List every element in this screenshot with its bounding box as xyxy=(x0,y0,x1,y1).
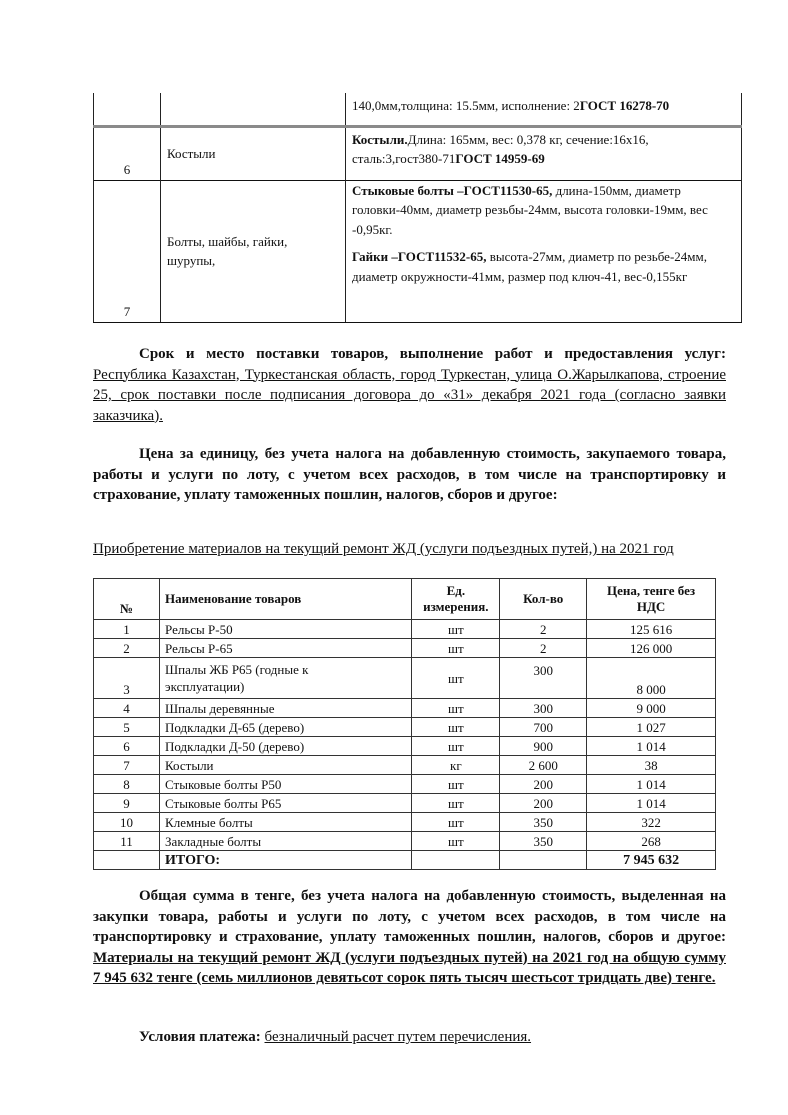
row-number: 7 xyxy=(94,756,160,775)
desc-title: Костыли. xyxy=(352,131,408,147)
delivery-value: Республика Казахстан, Туркестанская область, город Туркестан, улица О.Жарылкапова, строение 25, срок поставки после подписания договора до «31» декабря 2021 года (согласно заявки заказчика). xyxy=(93,366,726,424)
row-qty: 200 xyxy=(500,794,587,813)
header-unit-text: Ед. измерения. xyxy=(423,583,489,614)
row-price: 322 xyxy=(587,813,716,832)
table-row xyxy=(94,813,716,832)
desc-title: Стыковые болты –ГОСТ11530-65, xyxy=(352,182,553,198)
row-price: 1 027 xyxy=(587,718,716,737)
payment-label: Условия платежа: xyxy=(139,1029,261,1045)
row-qty: 700 xyxy=(500,718,587,737)
row-number: 3 xyxy=(94,658,160,699)
spec-row xyxy=(94,180,742,322)
row-unit: шт xyxy=(412,699,500,718)
row-price: 1 014 xyxy=(587,775,716,794)
spec-row-description xyxy=(346,126,742,180)
row-number: 4 xyxy=(94,699,160,718)
row-unit: шт xyxy=(412,775,500,794)
caption-text: Приобретение материалов на текущий ремонт ЖД (услуги подъездных путей,) на 2021 год xyxy=(93,541,674,557)
table-row xyxy=(94,639,716,658)
row-number: 8 xyxy=(94,775,160,794)
row-qty: 350 xyxy=(500,813,587,832)
row-qty: 2 xyxy=(500,620,587,639)
row-qty: 300 xyxy=(500,699,587,718)
table-row xyxy=(94,737,716,756)
row-unit: шт xyxy=(412,813,500,832)
spec-name-text: Болты, шайбы, гайки, шурупы, xyxy=(167,234,288,268)
row-number: 11 xyxy=(94,832,160,851)
spec-row-number xyxy=(94,93,161,126)
row-name: Клемные болты xyxy=(160,813,412,832)
delivery-label: Срок и место поставки товаров, выполнение работ и предоставления услуг: xyxy=(139,346,726,362)
payment-paragraph xyxy=(93,1027,726,1048)
header-number: № xyxy=(94,579,160,620)
table-row xyxy=(94,775,716,794)
spec-row-number: 7 xyxy=(94,180,161,322)
unit-price-paragraph xyxy=(93,444,726,506)
total-sum-value: Материалы на текущий ремонт ЖД (услуги подъездных путей) на 2021 год на общую сумму 7 945 632 тенге (семь миллионов девятьсот сорок пять тысяч шестьсот тридцать две) тенге. xyxy=(93,949,726,986)
payment-value: безналичный расчет путем перечисления. xyxy=(264,1029,532,1045)
spec-row xyxy=(94,93,742,126)
row-price: 125 616 xyxy=(587,620,716,639)
price-table-header xyxy=(94,579,716,620)
row-name: Подкладки Д-50 (дерево) xyxy=(160,737,412,756)
row-qty: 2 xyxy=(500,639,587,658)
table-row xyxy=(94,699,716,718)
total-sum-paragraph xyxy=(93,886,726,989)
row-number: 10 xyxy=(94,813,160,832)
row-unit: шт xyxy=(412,794,500,813)
spec-row-number: 6 xyxy=(94,126,161,180)
spec-row xyxy=(94,126,742,180)
desc-paragraph xyxy=(352,247,727,286)
row-number: 1 xyxy=(94,620,160,639)
row-number: 2 xyxy=(94,639,160,658)
header-unit xyxy=(412,579,500,620)
row-price: 1 014 xyxy=(587,794,716,813)
row-price: 9 000 xyxy=(587,699,716,718)
desc-gost: ГОСТ 14959-69 xyxy=(455,151,545,166)
desc-gost: ГОСТ 16278-70 xyxy=(579,98,670,113)
row-number: 9 xyxy=(94,794,160,813)
price-table-caption xyxy=(93,540,726,559)
header-price-text: Цена, тенге без НДС xyxy=(607,583,696,614)
row-name-text: Шпалы ЖБ Р65 (годные к эксплуатации) xyxy=(165,662,309,694)
desc-paragraph xyxy=(352,181,727,240)
total-unit-cell xyxy=(412,851,500,870)
row-name: Костыли xyxy=(160,756,412,775)
row-unit: шт xyxy=(412,737,500,756)
row-qty: 200 xyxy=(500,775,587,794)
spec-table xyxy=(93,93,742,323)
table-row xyxy=(94,718,716,737)
row-price: 126 000 xyxy=(587,639,716,658)
desc-text: Длина: 165мм, вес: 0,378 кг, сечение:16х16, сталь:3,гост380-71 xyxy=(352,131,649,166)
desc-text: длина-150мм, диаметр головки-40мм, диаметр резьбы-24мм, высота головки-19мм, вес -0,95кг. xyxy=(352,182,708,237)
row-unit: шт xyxy=(412,832,500,851)
delivery-paragraph xyxy=(93,344,726,426)
row-unit: шт xyxy=(412,658,500,699)
spec-row-description xyxy=(346,180,742,322)
spec-row-name xyxy=(161,126,346,180)
row-unit: кг xyxy=(412,756,500,775)
total-sum-label: Общая сумма в тенге, без учета налога на добавленную стоимость, выделенная на закупки товара, работы и услуги по лоту, с учетом всех расходов, в том числе на транспортировку и страхование, уплату таможенных пошлин, налогов, сборов и другое: xyxy=(93,888,726,945)
row-name: Стыковые болты Р50 xyxy=(160,775,412,794)
row-unit: шт xyxy=(412,639,500,658)
row-price: 268 xyxy=(587,832,716,851)
spec-row-description xyxy=(346,93,742,126)
unit-price-label: Цена за единицу, без учета налога на добавленную стоимость, закупаемого товара, работы и услуги по лоту, с учетом всех расходов, в том числе на транспортировку и страхование, уплату таможенных пошлин, налогов, сборов и другое: xyxy=(93,446,726,503)
row-number: 5 xyxy=(94,718,160,737)
header-qty: Кол-во xyxy=(500,579,587,620)
row-unit: шт xyxy=(412,718,500,737)
desc-text: 140,0мм,толщина: 15.5мм, исполнение: 2 xyxy=(352,98,580,113)
row-name: Подкладки Д-65 (дерево) xyxy=(160,718,412,737)
total-number-cell xyxy=(94,851,160,870)
row-qty: 2 600 xyxy=(500,756,587,775)
row-name: Стыковые болты Р65 xyxy=(160,794,412,813)
row-qty: 300 xyxy=(500,658,587,699)
table-row xyxy=(94,832,716,851)
total-row xyxy=(94,851,716,870)
header-name: Наименование товаров xyxy=(160,579,412,620)
desc-title: Гайки –ГОСТ11532-65, xyxy=(352,249,487,264)
table-row xyxy=(94,756,716,775)
spec-row-name xyxy=(161,93,346,126)
spec-name-text: Костыли xyxy=(167,145,216,161)
table-row xyxy=(94,794,716,813)
row-name: Рельсы Р-50 xyxy=(160,620,412,639)
row-name: Рельсы Р-65 xyxy=(160,639,412,658)
row-qty: 350 xyxy=(500,832,587,851)
header-price xyxy=(587,579,716,620)
row-name: Шпалы деревянные xyxy=(160,699,412,718)
price-table xyxy=(93,578,716,870)
row-price: 38 xyxy=(587,756,716,775)
total-value: 7 945 632 xyxy=(587,851,716,870)
total-qty-cell xyxy=(500,851,587,870)
total-label: ИТОГО: xyxy=(160,851,412,870)
table-row xyxy=(94,620,716,639)
row-name xyxy=(160,658,412,699)
row-qty: 900 xyxy=(500,737,587,756)
row-name: Закладные болты xyxy=(160,832,412,851)
desc-text: высота-27мм, диаметр по резьбе-24мм, диаметр окружности-41мм, размер под ключ-41, вес-0,155кг xyxy=(352,249,707,284)
row-number: 6 xyxy=(94,737,160,756)
table-row xyxy=(94,658,716,699)
row-price: 8 000 xyxy=(587,658,716,699)
spec-row-name xyxy=(161,180,346,322)
row-unit: шт xyxy=(412,620,500,639)
row-price: 1 014 xyxy=(587,737,716,756)
